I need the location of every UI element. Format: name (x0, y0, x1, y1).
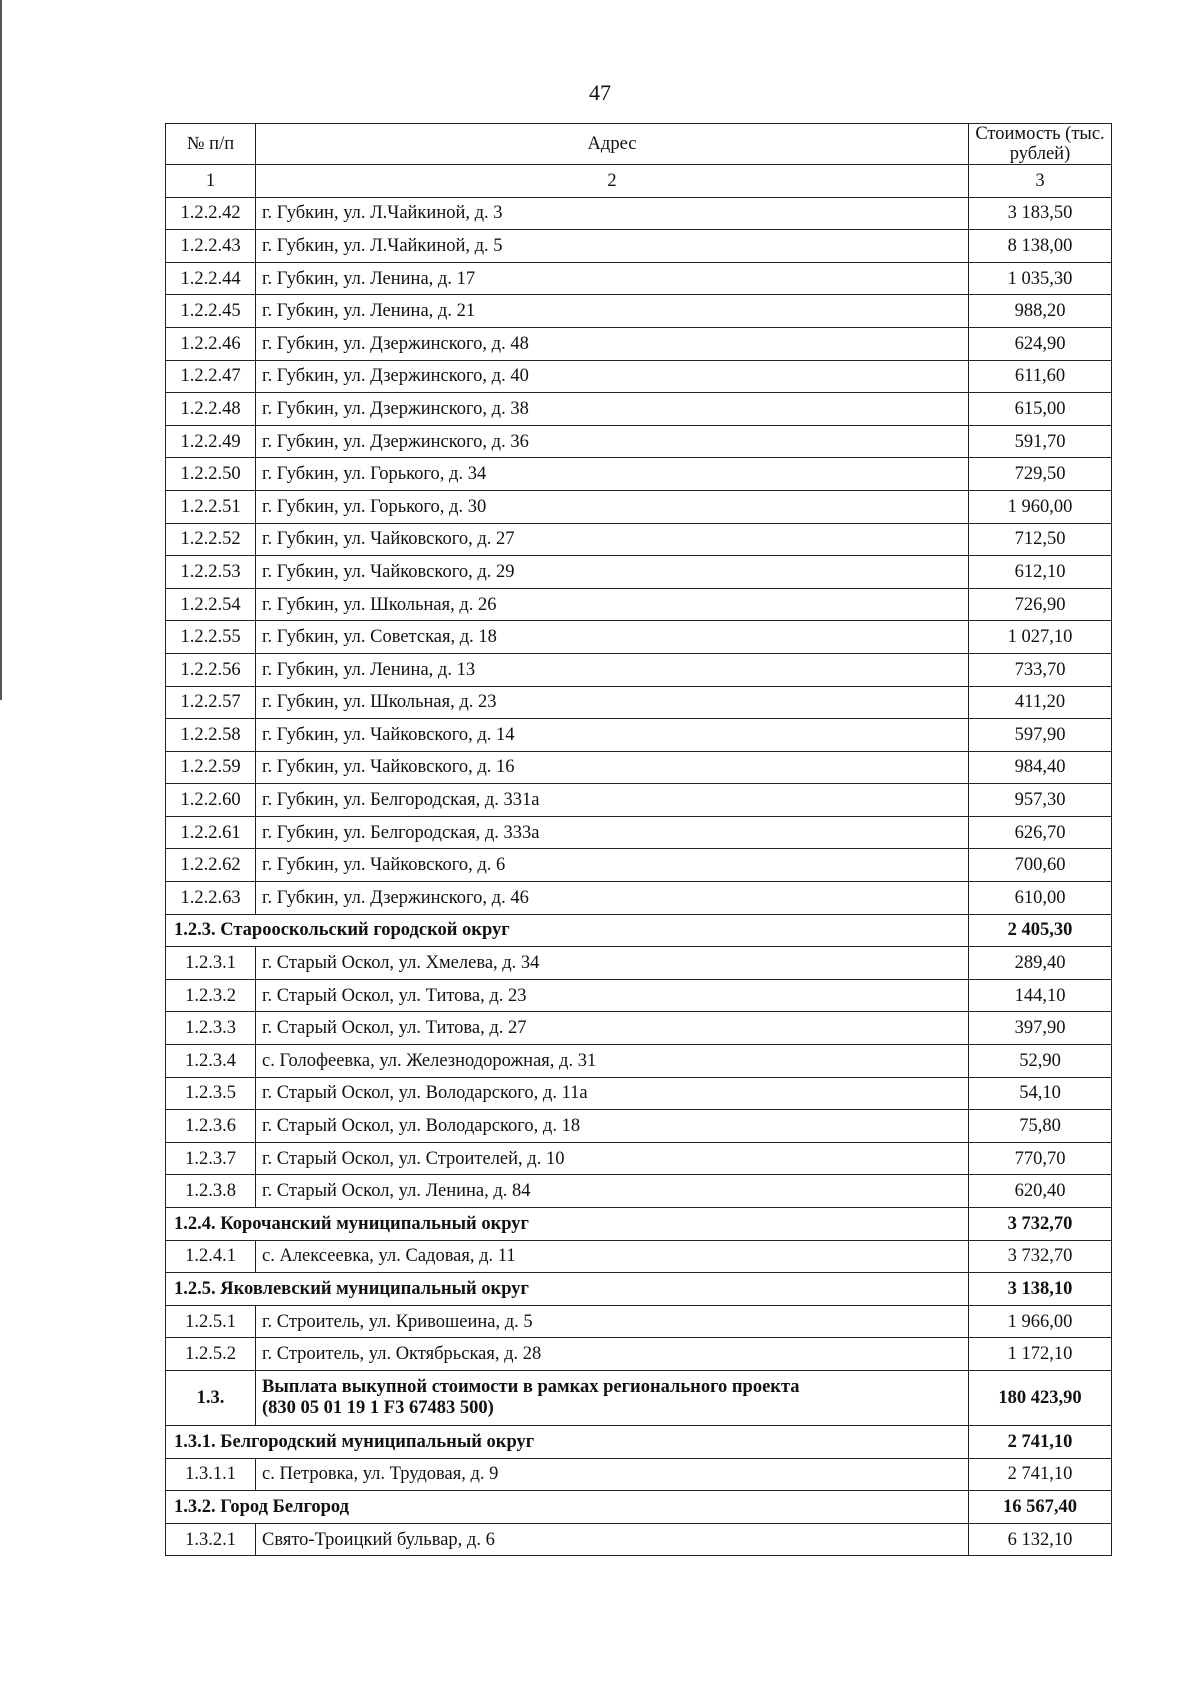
row-cost: 624,90 (969, 327, 1112, 360)
table-row (166, 1458, 1112, 1491)
row-number: 1.2.2.54 (166, 588, 256, 621)
row-number: 1.2.2.57 (166, 686, 256, 719)
section-title: 1.3.1. Белгородский муниципальный округ (166, 1425, 969, 1458)
row-address: Свято-Троицкий бульвар, д. 6 (256, 1523, 969, 1556)
row-address: г. Губкин, ул. Ленина, д. 21 (256, 295, 969, 328)
row-address: г. Губкин, ул. Дзержинского, д. 40 (256, 360, 969, 393)
row-cost: 8 138,00 (969, 230, 1112, 263)
row-address: г. Губкин, ул. Ленина, д. 13 (256, 653, 969, 686)
table-row (166, 1338, 1112, 1371)
row-address: г. Строитель, ул. Кривошеина, д. 5 (256, 1305, 969, 1338)
section-total: 3 138,10 (969, 1273, 1112, 1306)
row-address: г. Губкин, ул. Школьная, д. 26 (256, 588, 969, 621)
section-total: 3 732,70 (969, 1208, 1112, 1241)
major-title-line: Выплата выкупной стоимости в рамках регионального проекта (262, 1376, 800, 1397)
table-row (166, 490, 1112, 523)
row-address: г. Губкин, ул. Дзержинского, д. 48 (256, 327, 969, 360)
row-cost: 144,10 (969, 979, 1112, 1012)
column-number: 3 (969, 165, 1112, 198)
column-number-row (166, 165, 1112, 198)
table-header-row (166, 124, 1112, 165)
row-number: 1.2.3.5 (166, 1077, 256, 1110)
row-address: г. Старый Оскол, ул. Хмелева, д. 34 (256, 947, 969, 980)
row-cost: 1 027,10 (969, 621, 1112, 654)
row-number: 1.2.2.46 (166, 327, 256, 360)
row-number: 1.2.2.49 (166, 425, 256, 458)
section-title: 1.2.3. Старооскольский городской округ (166, 914, 969, 947)
section-row (166, 1491, 1112, 1524)
table-row (166, 523, 1112, 556)
major-section-row (166, 1370, 1112, 1425)
header-cost: Стоимость (тыс. рублей) (969, 124, 1112, 165)
row-number: 1.2.2.47 (166, 360, 256, 393)
table-row (166, 327, 1112, 360)
row-cost: 726,90 (969, 588, 1112, 621)
table-row (166, 360, 1112, 393)
row-cost: 957,30 (969, 784, 1112, 817)
major-section-title (256, 1370, 969, 1425)
row-address: г. Губкин, ул. Ленина, д. 17 (256, 262, 969, 295)
row-cost: 591,70 (969, 425, 1112, 458)
row-number: 1.2.3.3 (166, 1012, 256, 1045)
column-number: 1 (166, 165, 256, 198)
table-row (166, 1077, 1112, 1110)
section-total: 2 741,10 (969, 1425, 1112, 1458)
table-row (166, 686, 1112, 719)
row-cost: 770,70 (969, 1142, 1112, 1175)
table-row (166, 458, 1112, 491)
row-address: с. Петровка, ул. Трудовая, д. 9 (256, 1458, 969, 1491)
table-row (166, 719, 1112, 752)
row-number: 1.2.2.43 (166, 230, 256, 263)
row-address: г. Губкин, ул. Дзержинского, д. 36 (256, 425, 969, 458)
row-address: г. Губкин, ул. Чайковского, д. 14 (256, 719, 969, 752)
row-number: 1.2.2.44 (166, 262, 256, 295)
section-title: 1.2.4. Корочанский муниципальный округ (166, 1208, 969, 1241)
row-cost: 1 960,00 (969, 490, 1112, 523)
section-row (166, 1208, 1112, 1241)
row-cost: 1 172,10 (969, 1338, 1112, 1371)
section-title: 1.3.2. Город Белгород (166, 1491, 969, 1524)
row-cost: 988,20 (969, 295, 1112, 328)
row-number: 1.2.2.62 (166, 849, 256, 882)
table-row (166, 197, 1112, 230)
row-number: 1.2.3.4 (166, 1045, 256, 1078)
row-number: 1.3. (166, 1370, 256, 1425)
row-number: 1.2.2.51 (166, 490, 256, 523)
header-address: Адрес (256, 124, 969, 165)
row-address: г. Губкин, ул. Л.Чайкиной, д. 3 (256, 197, 969, 230)
page-number: 47 (589, 80, 611, 105)
row-cost: 612,10 (969, 556, 1112, 589)
table-body (166, 197, 1112, 1556)
table-row (166, 1305, 1112, 1338)
table-row (166, 295, 1112, 328)
row-address: г. Губкин, ул. Чайковского, д. 29 (256, 556, 969, 589)
row-cost: 6 132,10 (969, 1523, 1112, 1556)
row-address: с. Алексеевка, ул. Садовая, д. 11 (256, 1240, 969, 1273)
section-row (166, 914, 1112, 947)
row-number: 1.2.2.42 (166, 197, 256, 230)
table-row (166, 1142, 1112, 1175)
row-address: г. Губкин, ул. Чайковского, д. 6 (256, 849, 969, 882)
table-row (166, 653, 1112, 686)
row-address: г. Старый Оскол, ул. Володарского, д. 18 (256, 1110, 969, 1143)
major-section-total: 180 423,90 (969, 1370, 1112, 1425)
row-number: 1.2.2.53 (166, 556, 256, 589)
row-number: 1.2.2.48 (166, 393, 256, 426)
row-cost: 700,60 (969, 849, 1112, 882)
row-cost: 626,70 (969, 816, 1112, 849)
row-address: г. Губкин, ул. Чайковского, д. 27 (256, 523, 969, 556)
row-address: г. Старый Оскол, ул. Володарского, д. 11а (256, 1077, 969, 1110)
row-cost: 615,00 (969, 393, 1112, 426)
section-total: 16 567,40 (969, 1491, 1112, 1524)
row-address: г. Губкин, ул. Горького, д. 30 (256, 490, 969, 523)
column-number: 2 (256, 165, 969, 198)
row-number: 1.2.2.58 (166, 719, 256, 752)
table-row (166, 393, 1112, 426)
table-row (166, 1175, 1112, 1208)
row-cost: 620,40 (969, 1175, 1112, 1208)
header-num: № п/п (166, 124, 256, 165)
row-number: 1.2.2.59 (166, 751, 256, 784)
table-row (166, 816, 1112, 849)
row-address: с. Голофеевка, ул. Железнодорожная, д. 31 (256, 1045, 969, 1078)
table-row (166, 849, 1112, 882)
table-row (166, 425, 1112, 458)
row-address: г. Губкин, ул. Белгородская, д. 333а (256, 816, 969, 849)
budget-code: (830 05 01 19 1 F3 67483 500) (262, 1397, 494, 1418)
row-number: 1.2.2.60 (166, 784, 256, 817)
row-number: 1.2.5.1 (166, 1305, 256, 1338)
row-address: г. Губкин, ул. Чайковского, д. 16 (256, 751, 969, 784)
row-cost: 397,90 (969, 1012, 1112, 1045)
table-row (166, 1523, 1112, 1556)
row-address: г. Губкин, ул. Школьная, д. 23 (256, 686, 969, 719)
section-total: 2 405,30 (969, 914, 1112, 947)
row-address: г. Губкин, ул. Дзержинского, д. 38 (256, 393, 969, 426)
row-cost: 3 183,50 (969, 197, 1112, 230)
row-cost: 611,60 (969, 360, 1112, 393)
row-cost: 52,90 (969, 1045, 1112, 1078)
row-number: 1.2.3.8 (166, 1175, 256, 1208)
row-address: г. Старый Оскол, ул. Титова, д. 27 (256, 1012, 969, 1045)
row-number: 1.2.2.55 (166, 621, 256, 654)
row-address: г. Губкин, ул. Белгородская, д. 331а (256, 784, 969, 817)
row-number: 1.2.2.61 (166, 816, 256, 849)
row-cost: 3 732,70 (969, 1240, 1112, 1273)
row-cost: 54,10 (969, 1077, 1112, 1110)
row-number: 1.2.5.2 (166, 1338, 256, 1371)
section-title: 1.2.5. Яковлевский муниципальный округ (166, 1273, 969, 1306)
table-row (166, 882, 1112, 915)
row-number: 1.2.2.50 (166, 458, 256, 491)
row-number: 1.2.2.52 (166, 523, 256, 556)
row-cost: 733,70 (969, 653, 1112, 686)
section-row (166, 1273, 1112, 1306)
row-number: 1.2.2.56 (166, 653, 256, 686)
row-cost: 411,20 (969, 686, 1112, 719)
table-row (166, 1110, 1112, 1143)
row-number: 1.2.2.63 (166, 882, 256, 915)
table-row (166, 230, 1112, 263)
table-row (166, 947, 1112, 980)
table-row (166, 751, 1112, 784)
table-row (166, 979, 1112, 1012)
row-address: г. Строитель, ул. Октябрьская, д. 28 (256, 1338, 969, 1371)
row-number: 1.2.3.1 (166, 947, 256, 980)
row-address: г. Губкин, ул. Горького, д. 34 (256, 458, 969, 491)
row-cost: 2 741,10 (969, 1458, 1112, 1491)
row-number: 1.2.4.1 (166, 1240, 256, 1273)
row-cost: 610,00 (969, 882, 1112, 915)
row-cost: 729,50 (969, 458, 1112, 491)
row-number: 1.2.3.6 (166, 1110, 256, 1143)
row-number: 1.2.2.45 (166, 295, 256, 328)
row-cost: 1 966,00 (969, 1305, 1112, 1338)
row-cost: 597,90 (969, 719, 1112, 752)
table-row (166, 262, 1112, 295)
table-row (166, 621, 1112, 654)
row-number: 1.3.2.1 (166, 1523, 256, 1556)
table-row (166, 1045, 1112, 1078)
table-row (166, 784, 1112, 817)
row-address: г. Губкин, ул. Советская, д. 18 (256, 621, 969, 654)
row-cost: 984,40 (969, 751, 1112, 784)
table-row (166, 588, 1112, 621)
row-cost: 712,50 (969, 523, 1112, 556)
row-number: 1.2.3.7 (166, 1142, 256, 1175)
row-cost: 289,40 (969, 947, 1112, 980)
table-row (166, 1012, 1112, 1045)
table-row (166, 556, 1112, 589)
row-address: г. Губкин, ул. Дзержинского, д. 46 (256, 882, 969, 915)
row-cost: 1 035,30 (969, 262, 1112, 295)
row-number: 1.3.1.1 (166, 1458, 256, 1491)
section-row (166, 1425, 1112, 1458)
row-address: г. Губкин, ул. Л.Чайкиной, д. 5 (256, 230, 969, 263)
row-cost: 75,80 (969, 1110, 1112, 1143)
row-address: г. Старый Оскол, ул. Ленина, д. 84 (256, 1175, 969, 1208)
row-number: 1.2.3.2 (166, 979, 256, 1012)
address-cost-table (165, 123, 1112, 1556)
row-address: г. Старый Оскол, ул. Титова, д. 23 (256, 979, 969, 1012)
row-address: г. Старый Оскол, ул. Строителей, д. 10 (256, 1142, 969, 1175)
table-row (166, 1240, 1112, 1273)
